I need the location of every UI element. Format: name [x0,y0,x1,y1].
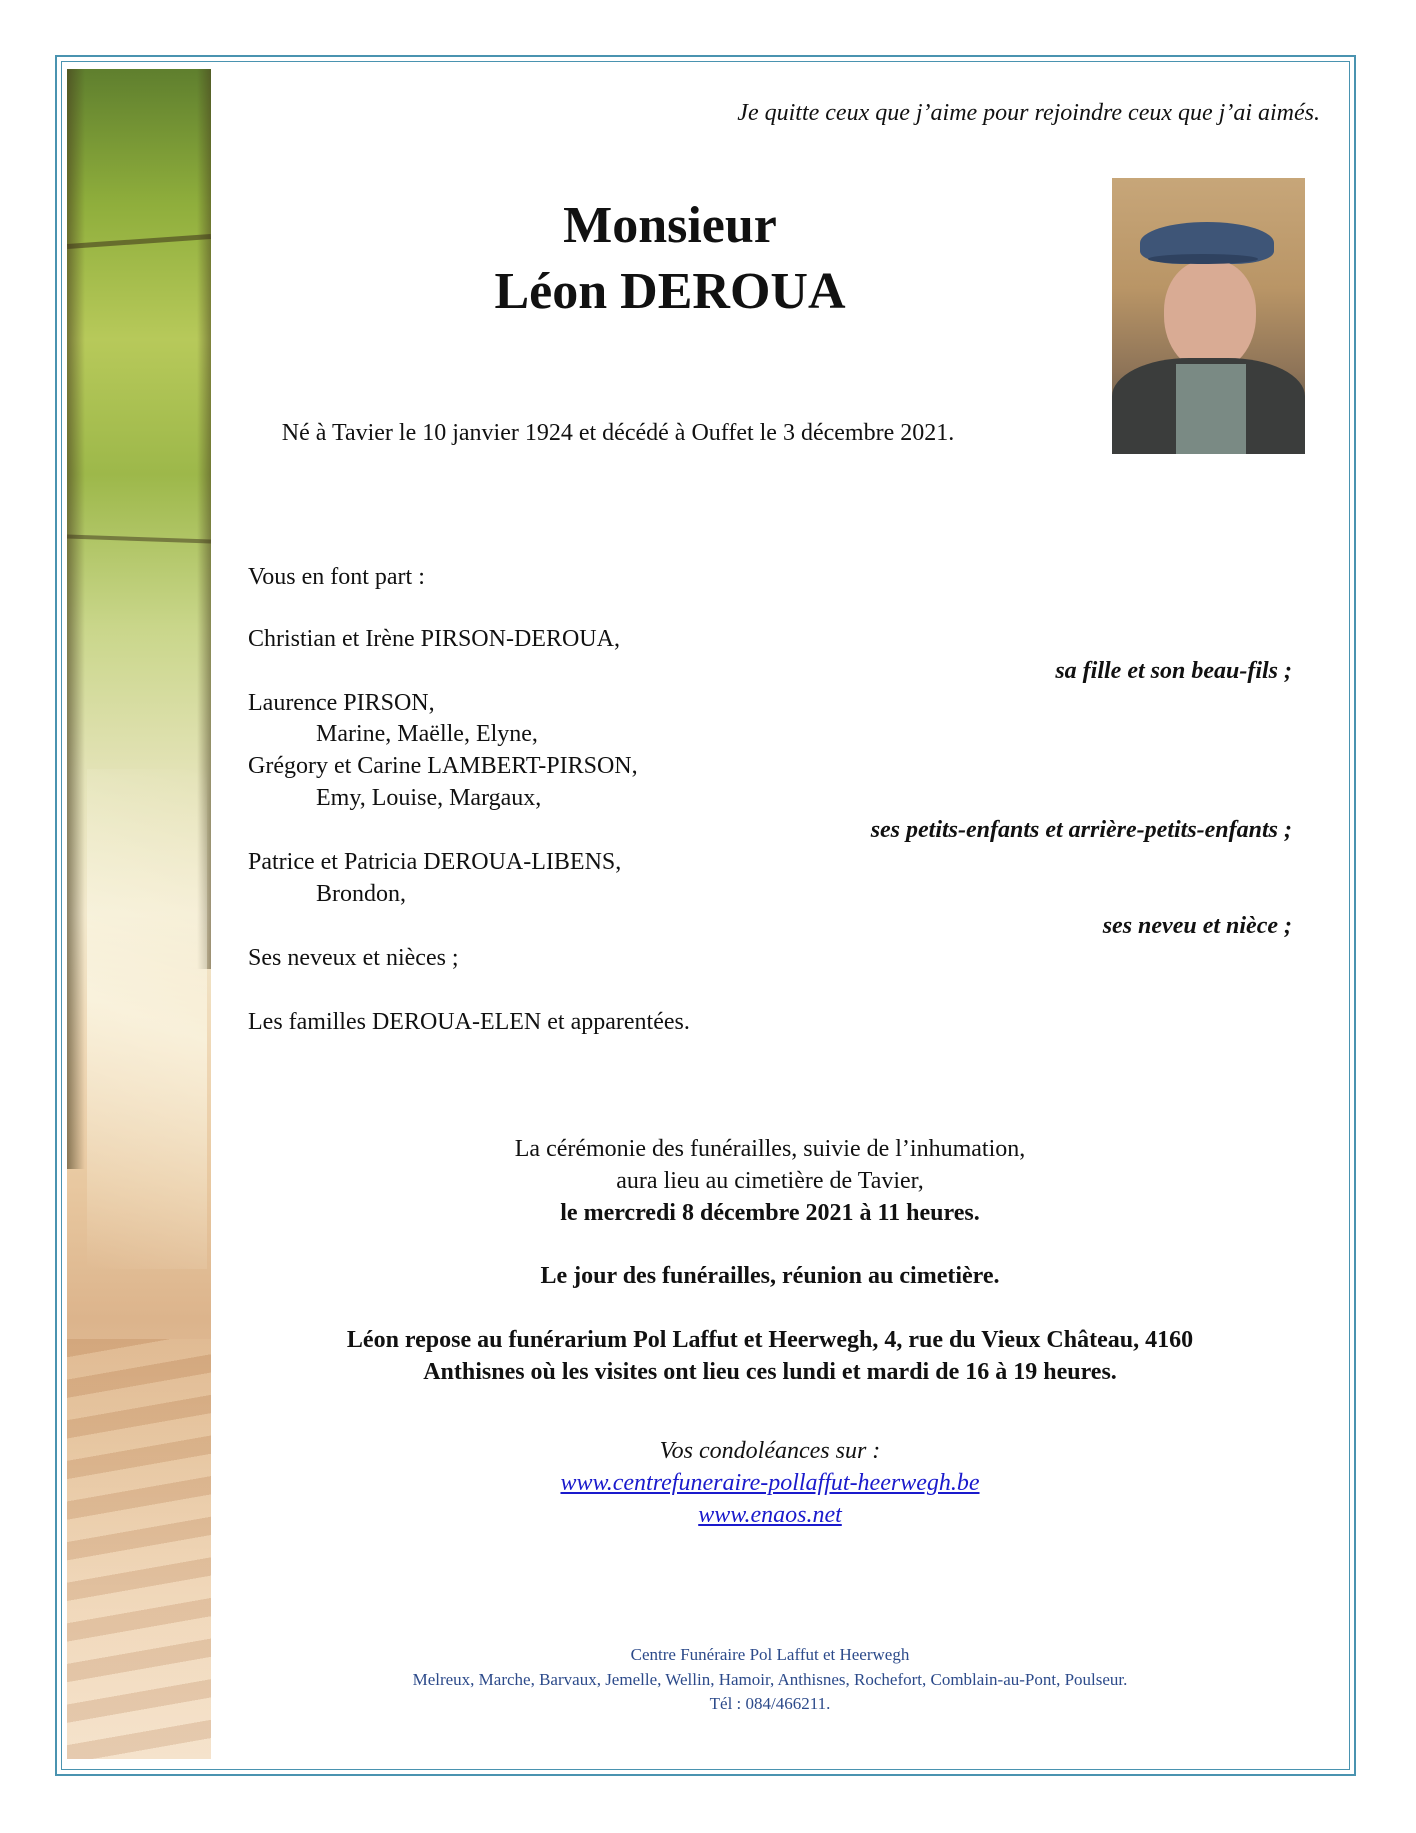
ceremony-date: le mercredi 8 décembre 2021 à 11 heures. [560,1200,980,1226]
family-line: Marine, Maëlle, Elyne, [316,721,538,747]
condolences-link-funeral-center[interactable]: www.centrefuneraire-pollaffut-heerwegh.be [560,1470,980,1496]
footer-phone: Tél : 084/466211. [709,1694,831,1713]
family-line: Ses neveux et nièces ; [248,945,459,971]
condolences-link-row [0,1470,1416,1497]
face-shape [1164,260,1256,372]
relation-label: ses neveu et nièce ; [1102,913,1292,939]
family-line: Laurence PIRSON, [248,690,435,716]
cap-brim-shape [1148,254,1258,264]
footer-company: Centre Funéraire Pol Laffut et Heerwegh [630,1645,910,1664]
honorific-title: Monsieur [563,197,777,254]
family-line: Emy, Louise, Margaux, [316,785,542,811]
relation-label: sa fille et son beau-fils ; [1055,658,1292,684]
announce-intro: Vous en font part : [248,564,425,590]
epigraph: Je quitte ceux que j’aime pour rejoindre ceux que j’ai aimés. [737,100,1320,126]
meeting-note: Le jour des funérailles, réunion au cimetière. [540,1263,1000,1289]
footer-locations: Melreux, Marche, Barvaux, Jemelle, Wellin, Hamoir, Anthisnes, Rochefort, Comblain-au-Pont, Poulseur. [412,1670,1128,1689]
condolences-label: Vos condoléances sur : [659,1438,881,1464]
ceremony-line: La cérémonie des funérailles, suivie de l’inhumation, [514,1136,1026,1162]
family-line: Brondon, [316,881,406,907]
condolences-link-enaos[interactable]: www.enaos.net [698,1502,842,1528]
tree-branch [67,534,211,543]
birth-death-text: Né à Tavier le 10 janvier 1924 et décédé à Ouffet le 3 décembre 2021. [281,420,955,446]
family-line: Christian et Irène PIRSON-DEROUA, [248,626,620,652]
family-line: Patrice et Patricia DEROUA-LIBENS, [248,849,622,875]
family-line: Grégory et Carine LAMBERT-PIRSON, [248,753,638,779]
ceremony-line: aura lieu au cimetière de Tavier, [616,1168,924,1194]
portrait-photo [1112,178,1305,454]
visitation-line: Anthisnes où les visites ont lieu ces lundi et mardi de 16 à 19 heures. [423,1359,1117,1385]
visitation-line: Léon repose au funérarium Pol Laffut et Heerwegh, 4, rue du Vieux Château, 4160 [346,1327,1194,1353]
family-line: Les familles DEROUA-ELEN et apparentées. [248,1009,690,1035]
relation-label: ses petits-enfants et arrière-petits-enfants ; [870,817,1292,843]
birth-death-line [0,420,1340,447]
deceased-name: Léon DEROUA [494,263,846,320]
condolences-link-row [0,1502,1416,1529]
